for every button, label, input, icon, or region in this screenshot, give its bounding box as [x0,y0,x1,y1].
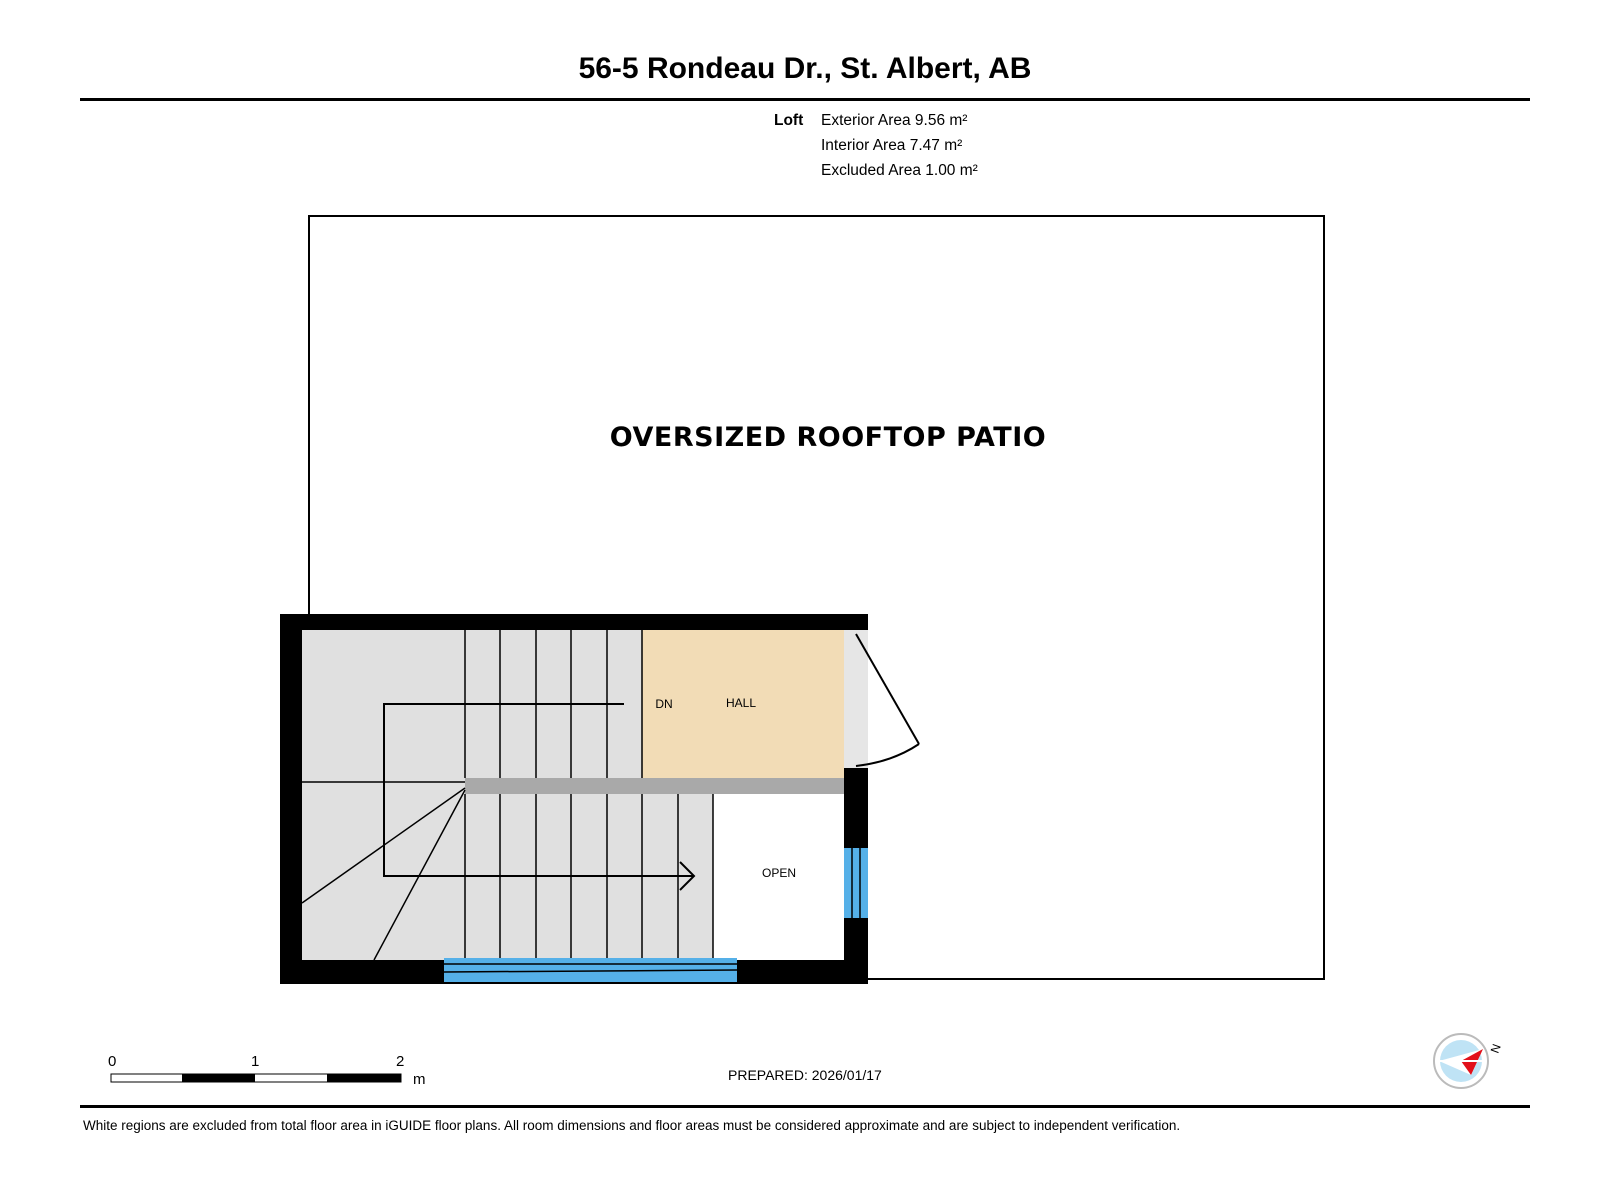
interior-area: Interior Area 7.47 m² [821,137,963,154]
exterior-area: Exterior Area 9.56 m² [821,112,968,129]
scale-tick-1: 1 [251,1053,260,1070]
open-label: OPEN [761,866,797,880]
disclaimer-text: White regions are excluded from total floor area in iGUIDE floor plans. All room dimensions and floor areas must be considered approximate and are subject to independent verification. [83,1118,1181,1133]
patio-label: OVERSIZED ROOFTOP PATIO [609,422,1047,453]
excluded-area: Excluded Area 1.00 m² [821,162,978,179]
floor-name: Loft [774,112,804,129]
scale-tick-2: 2 [396,1053,405,1070]
prepared-date: PREPARED: 2026/01/17 [728,1067,882,1083]
compass-north-label: N [1487,1042,1504,1056]
right-window [844,848,868,918]
scale-unit: m [413,1071,426,1088]
compass-icon [1434,1034,1488,1088]
stair-landing [465,778,844,794]
scale-bar [111,1074,401,1082]
footer-divider [80,1105,1530,1108]
hall-label: HALL [725,696,757,710]
page-title: 56-5 Rondeau Dr., St. Albert, AB [578,52,1032,85]
scale-tick-0: 0 [108,1053,117,1070]
stairs-down-label: DN [655,697,673,711]
door-threshold [844,630,868,768]
